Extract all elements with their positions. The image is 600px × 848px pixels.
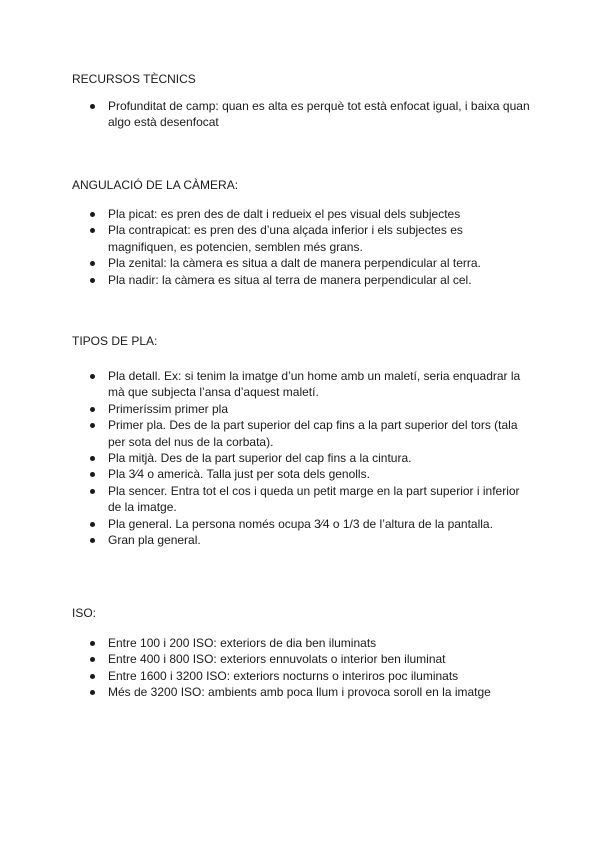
list-item: Més de 3200 ISO: ambients amb poca llum i provoca soroll en la imatge — [72, 684, 534, 700]
list-item: Primeríssim primer pla — [72, 401, 534, 417]
list-item: Entre 100 i 200 ISO: exteriors de dia ben iluminats — [72, 635, 534, 651]
section-heading-angulacio: ANGULACIÓ DE LA CÀMERA: — [72, 178, 239, 192]
section-heading-iso: ISO: — [72, 606, 97, 620]
bullet-list-iso — [72, 635, 534, 701]
bullet-list-angulacio — [72, 206, 534, 288]
list-item: Pla sencer. Entra tot el cos i queda un petit marge en la part superior i inferior de la imatge. — [72, 483, 534, 516]
list-item: Pla detall. Ex: si tenim la imatge d’un home amb un maletí, seria enquadrar la mà que subjecta l’ansa d’aquest maletí. — [72, 368, 534, 401]
list-item: Pla nadir: la càmera es situa al terra de manera perpendicular al cel. — [72, 272, 534, 288]
list-item: Pla 3⁄4 o americà. Talla just per sota dels genolls. — [72, 466, 534, 482]
section-heading-recursos-tecnics: RECURSOS TÈCNICS — [72, 72, 196, 86]
bullet-list-tipos-de-pla — [72, 368, 534, 548]
list-item: Entre 1600 i 3200 ISO: exteriors nocturns o interiros poc iluminats — [72, 668, 534, 684]
list-item: Pla picat: es pren des de dalt i redueix el pes visual dels subjectes — [72, 206, 534, 222]
list-item: Pla contrapicat: es pren des d’una alçada inferior i els subjectes es magnifiquen, es potencien, semblen més grans. — [72, 222, 534, 255]
section-heading-tipos-de-pla: TIPOS DE PLA: — [72, 334, 158, 348]
list-item: Primer pla. Des de la part superior del cap fins a la part superior del tors (tala per sota del nus de la corbata). — [72, 417, 534, 450]
list-item: Pla zenital: la càmera es situa a dalt de manera perpendicular al terra. — [72, 255, 534, 271]
list-item: Profunditat de camp: quan es alta es perquè tot està enfocat igual, i baixa quan algo està desenfocat — [72, 98, 534, 131]
list-item: Pla general. La persona només ocupa 3⁄4 o 1/3 de l’altura de la pantalla. — [72, 516, 534, 532]
bullet-list-recursos-tecnics — [72, 98, 534, 131]
list-item: Entre 400 i 800 ISO: exteriors ennuvolats o interior ben iluminat — [72, 651, 534, 667]
list-item: Pla mitjà. Des de la part superior del cap fins a la cintura. — [72, 450, 534, 466]
list-item: Gran pla general. — [72, 532, 534, 548]
